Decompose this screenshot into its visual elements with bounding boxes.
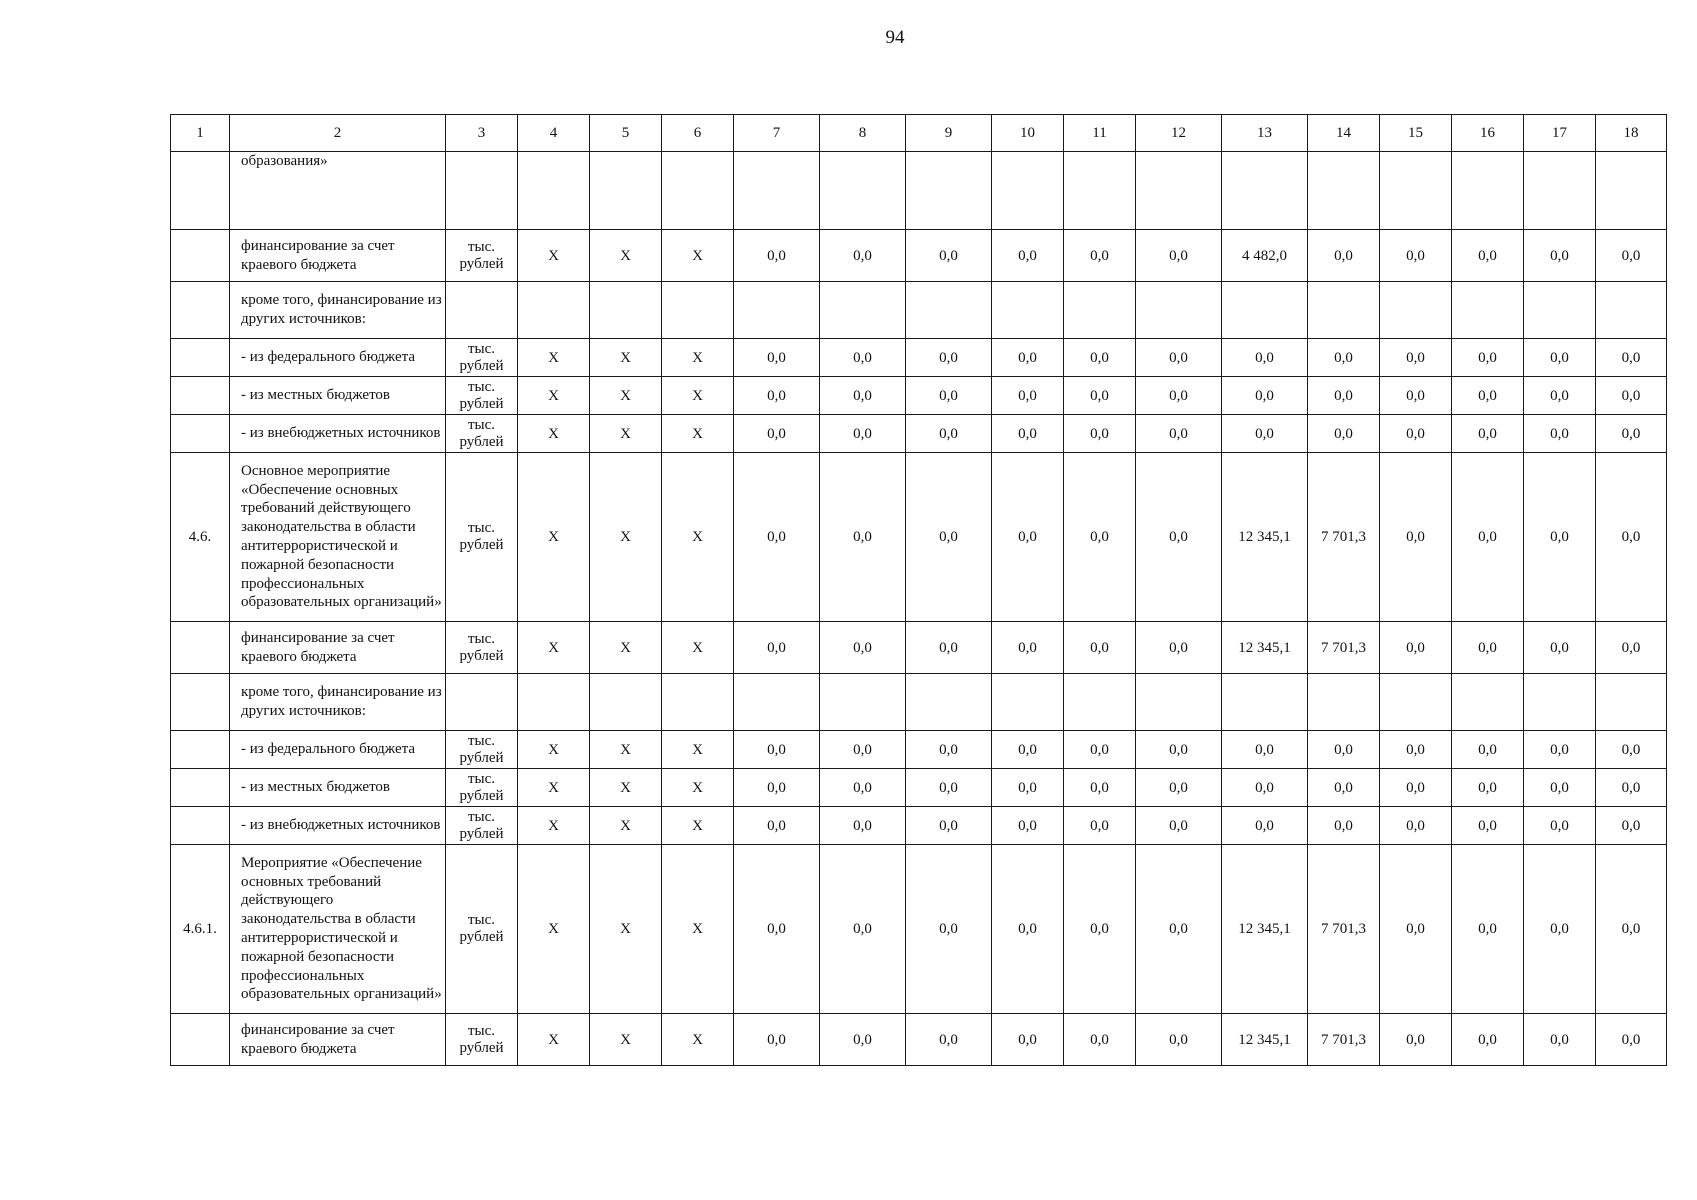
value-cell [662, 152, 734, 230]
value-cell: 0,0 [1136, 1014, 1222, 1066]
value-cell: 0,0 [1136, 377, 1222, 415]
row-unit-cell: тыс. рублей [446, 453, 518, 622]
value-cell: X [590, 415, 662, 453]
table-row [171, 769, 1667, 807]
value-cell: X [518, 769, 590, 807]
value-cell: 0,0 [1524, 622, 1596, 674]
row-unit-cell [446, 152, 518, 230]
value-cell: 0,0 [1308, 230, 1380, 282]
value-cell: 0,0 [1136, 415, 1222, 453]
value-cell: 0,0 [1452, 377, 1524, 415]
table-row [171, 282, 1667, 339]
value-cell: X [518, 1014, 590, 1066]
value-cell: 0,0 [1222, 377, 1308, 415]
column-number-cell: 16 [1452, 115, 1524, 152]
value-cell: 12 345,1 [1222, 1014, 1308, 1066]
value-cell: X [590, 339, 662, 377]
value-cell: 0,0 [1064, 769, 1136, 807]
row-unit-cell: тыс. рублей [446, 731, 518, 769]
value-cell: 0,0 [906, 453, 992, 622]
row-description-cell: кроме того, финансирование из других источников: [230, 674, 446, 731]
column-number-cell: 11 [1064, 115, 1136, 152]
value-cell [820, 674, 906, 731]
value-cell: 0,0 [1452, 845, 1524, 1014]
value-cell [1596, 152, 1667, 230]
value-cell: 0,0 [1136, 453, 1222, 622]
row-description-cell: - из местных бюджетов [230, 377, 446, 415]
table-row [171, 230, 1667, 282]
value-cell: X [662, 453, 734, 622]
value-cell: 0,0 [1524, 845, 1596, 1014]
value-cell: 0,0 [734, 415, 820, 453]
value-cell [1380, 152, 1452, 230]
value-cell: 0,0 [1222, 807, 1308, 845]
value-cell: 0,0 [1452, 230, 1524, 282]
table-row [171, 807, 1667, 845]
value-cell: X [662, 415, 734, 453]
table-row [171, 415, 1667, 453]
value-cell: 0,0 [1380, 1014, 1452, 1066]
value-cell: 0,0 [1308, 339, 1380, 377]
row-code-cell: 4.6. [171, 453, 230, 622]
value-cell: 0,0 [1524, 731, 1596, 769]
value-cell: 0,0 [1380, 622, 1452, 674]
value-cell: 0,0 [906, 622, 992, 674]
value-cell: 0,0 [1380, 807, 1452, 845]
value-cell: 7 701,3 [1308, 1014, 1380, 1066]
row-unit-cell: тыс. рублей [446, 230, 518, 282]
value-cell [1064, 152, 1136, 230]
row-description-cell: - из федерального бюджета [230, 339, 446, 377]
value-cell: 0,0 [820, 622, 906, 674]
row-code-cell: 4.6.1. [171, 845, 230, 1014]
value-cell [1308, 152, 1380, 230]
value-cell: 0,0 [1222, 731, 1308, 769]
value-cell: X [518, 845, 590, 1014]
value-cell: 0,0 [1452, 769, 1524, 807]
value-cell: 0,0 [906, 377, 992, 415]
value-cell: 0,0 [1136, 769, 1222, 807]
row-code-cell [171, 807, 230, 845]
value-cell: 0,0 [820, 339, 906, 377]
value-cell [590, 674, 662, 731]
row-unit-cell: тыс. рублей [446, 845, 518, 1014]
value-cell: X [590, 807, 662, 845]
row-code-cell [171, 377, 230, 415]
value-cell: 0,0 [1452, 807, 1524, 845]
row-code-cell [171, 282, 230, 339]
value-cell: 7 701,3 [1308, 453, 1380, 622]
value-cell: 0,0 [906, 415, 992, 453]
value-cell: X [590, 845, 662, 1014]
value-cell: 0,0 [1452, 1014, 1524, 1066]
row-description-cell: Основное мероприятие «Обеспечение основных требований действующего законодательства в области антитеррористической и пожарной безопасности профессиональных образовательных организаций» [230, 453, 446, 622]
value-cell: X [518, 622, 590, 674]
value-cell: 0,0 [820, 453, 906, 622]
value-cell [734, 674, 820, 731]
value-cell: 0,0 [734, 845, 820, 1014]
value-cell [518, 674, 590, 731]
row-description-cell: - из местных бюджетов [230, 769, 446, 807]
value-cell: 0,0 [1064, 453, 1136, 622]
value-cell: 0,0 [1524, 339, 1596, 377]
value-cell: 0,0 [1064, 339, 1136, 377]
value-cell: 0,0 [1222, 415, 1308, 453]
value-cell: 0,0 [1136, 845, 1222, 1014]
value-cell: 0,0 [734, 339, 820, 377]
table-row [171, 731, 1667, 769]
value-cell: 0,0 [1452, 731, 1524, 769]
value-cell: 0,0 [1380, 453, 1452, 622]
value-cell: 0,0 [906, 769, 992, 807]
value-cell: 0,0 [1596, 377, 1667, 415]
row-code-cell [171, 415, 230, 453]
value-cell: 0,0 [906, 807, 992, 845]
column-number-cell: 2 [230, 115, 446, 152]
value-cell: X [590, 377, 662, 415]
column-number-cell: 13 [1222, 115, 1308, 152]
value-cell: 0,0 [820, 415, 906, 453]
value-cell: 0,0 [820, 807, 906, 845]
value-cell: 0,0 [1380, 731, 1452, 769]
value-cell: 0,0 [1524, 769, 1596, 807]
column-number-cell: 12 [1136, 115, 1222, 152]
value-cell: 0,0 [820, 845, 906, 1014]
value-cell [1452, 152, 1524, 230]
row-unit-cell: тыс. рублей [446, 377, 518, 415]
value-cell [906, 674, 992, 731]
value-cell: 0,0 [992, 453, 1064, 622]
column-number-header-row [171, 115, 1667, 152]
value-cell: 0,0 [1380, 769, 1452, 807]
value-cell: 0,0 [734, 769, 820, 807]
value-cell: X [518, 453, 590, 622]
value-cell: 0,0 [734, 377, 820, 415]
value-cell: 0,0 [906, 845, 992, 1014]
row-code-cell [171, 674, 230, 731]
value-cell: 0,0 [1524, 453, 1596, 622]
table-row [171, 152, 1667, 230]
value-cell: X [518, 731, 590, 769]
value-cell: 0,0 [1452, 339, 1524, 377]
value-cell [906, 152, 992, 230]
column-number-cell: 9 [906, 115, 992, 152]
column-number-cell: 15 [1380, 115, 1452, 152]
value-cell: 0,0 [1452, 415, 1524, 453]
value-cell: 0,0 [1596, 731, 1667, 769]
value-cell: 0,0 [992, 845, 1064, 1014]
value-cell: X [590, 230, 662, 282]
value-cell: 0,0 [992, 769, 1064, 807]
value-cell: X [518, 339, 590, 377]
value-cell: 0,0 [820, 1014, 906, 1066]
value-cell: 0,0 [1136, 731, 1222, 769]
value-cell [1136, 282, 1222, 339]
value-cell [1596, 674, 1667, 731]
value-cell: 0,0 [992, 377, 1064, 415]
value-cell [1380, 674, 1452, 731]
value-cell: 0,0 [1064, 731, 1136, 769]
value-cell: X [662, 845, 734, 1014]
table-row [171, 377, 1667, 415]
column-number-cell: 1 [171, 115, 230, 152]
column-number-cell: 6 [662, 115, 734, 152]
value-cell: 0,0 [1524, 377, 1596, 415]
value-cell: 0,0 [992, 230, 1064, 282]
value-cell [992, 152, 1064, 230]
value-cell: X [518, 807, 590, 845]
value-cell: 7 701,3 [1308, 845, 1380, 1014]
value-cell: X [662, 1014, 734, 1066]
column-number-cell: 5 [590, 115, 662, 152]
row-unit-cell: тыс. рублей [446, 769, 518, 807]
value-cell: 0,0 [820, 769, 906, 807]
value-cell: X [518, 377, 590, 415]
value-cell: 0,0 [1596, 453, 1667, 622]
column-number-cell: 3 [446, 115, 518, 152]
value-cell: 0,0 [1136, 339, 1222, 377]
value-cell [992, 674, 1064, 731]
value-cell [734, 282, 820, 339]
value-cell: 0,0 [1452, 622, 1524, 674]
table-row [171, 453, 1667, 622]
column-number-cell: 8 [820, 115, 906, 152]
value-cell [1222, 282, 1308, 339]
column-number-cell: 4 [518, 115, 590, 152]
value-cell: X [662, 807, 734, 845]
value-cell [1524, 152, 1596, 230]
value-cell: 0,0 [1380, 845, 1452, 1014]
value-cell [1308, 282, 1380, 339]
row-code-cell [171, 731, 230, 769]
value-cell: 0,0 [1380, 377, 1452, 415]
value-cell: X [662, 622, 734, 674]
value-cell: X [518, 230, 590, 282]
value-cell [518, 282, 590, 339]
column-number-cell: 10 [992, 115, 1064, 152]
value-cell: X [662, 377, 734, 415]
row-unit-cell: тыс. рублей [446, 1014, 518, 1066]
value-cell: 0,0 [1064, 1014, 1136, 1066]
budget-table [170, 114, 1667, 1066]
value-cell [590, 152, 662, 230]
row-unit-cell: тыс. рублей [446, 415, 518, 453]
value-cell [662, 282, 734, 339]
value-cell [906, 282, 992, 339]
value-cell: 0,0 [992, 1014, 1064, 1066]
value-cell: 0,0 [1064, 622, 1136, 674]
value-cell: 0,0 [1524, 1014, 1596, 1066]
value-cell: X [662, 339, 734, 377]
row-unit-cell: тыс. рублей [446, 807, 518, 845]
value-cell: 0,0 [1064, 377, 1136, 415]
row-code-cell [171, 152, 230, 230]
value-cell: 4 482,0 [1222, 230, 1308, 282]
value-cell: 0,0 [1136, 807, 1222, 845]
row-code-cell [171, 339, 230, 377]
value-cell [662, 674, 734, 731]
value-cell: 0,0 [1308, 415, 1380, 453]
value-cell: X [590, 1014, 662, 1066]
value-cell: 0,0 [1064, 230, 1136, 282]
value-cell: 0,0 [1524, 230, 1596, 282]
value-cell: X [662, 769, 734, 807]
value-cell [1222, 674, 1308, 731]
value-cell: 0,0 [1064, 415, 1136, 453]
value-cell: 0,0 [992, 339, 1064, 377]
value-cell: 0,0 [1596, 1014, 1667, 1066]
value-cell: 0,0 [1524, 807, 1596, 845]
value-cell [1380, 282, 1452, 339]
value-cell: 0,0 [1452, 453, 1524, 622]
value-cell: 0,0 [1136, 230, 1222, 282]
row-description-cell: - из внебюджетных источников [230, 807, 446, 845]
value-cell: X [662, 731, 734, 769]
value-cell [590, 282, 662, 339]
value-cell: 0,0 [734, 230, 820, 282]
value-cell: 0,0 [1596, 230, 1667, 282]
row-unit-cell [446, 282, 518, 339]
value-cell: 0,0 [1064, 845, 1136, 1014]
value-cell: 0,0 [1064, 807, 1136, 845]
row-description-cell: образования» [230, 152, 446, 230]
row-description-cell: финансирование за счет краевого бюджета [230, 1014, 446, 1066]
value-cell [1524, 674, 1596, 731]
row-code-cell [171, 769, 230, 807]
value-cell: 0,0 [1596, 807, 1667, 845]
value-cell [820, 282, 906, 339]
value-cell: 0,0 [906, 339, 992, 377]
value-cell: 0,0 [1380, 415, 1452, 453]
value-cell [820, 152, 906, 230]
value-cell: 0,0 [992, 415, 1064, 453]
value-cell: 0,0 [734, 731, 820, 769]
value-cell: X [590, 731, 662, 769]
column-number-cell: 17 [1524, 115, 1596, 152]
value-cell: X [590, 453, 662, 622]
row-description-cell: Мероприятие «Обеспечение основных требований действующего законодательства в области антитеррористической и пожарной безопасности профессиональных образовательных организаций» [230, 845, 446, 1014]
row-unit-cell [446, 674, 518, 731]
value-cell [1452, 282, 1524, 339]
value-cell: 0,0 [992, 731, 1064, 769]
value-cell: X [590, 769, 662, 807]
value-cell: 0,0 [1308, 731, 1380, 769]
value-cell [1452, 674, 1524, 731]
row-code-cell [171, 1014, 230, 1066]
value-cell: 0,0 [820, 377, 906, 415]
value-cell: 12 345,1 [1222, 453, 1308, 622]
value-cell: 0,0 [992, 807, 1064, 845]
row-code-cell [171, 622, 230, 674]
value-cell: 0,0 [1222, 339, 1308, 377]
value-cell [1136, 674, 1222, 731]
value-cell [1136, 152, 1222, 230]
value-cell [1222, 152, 1308, 230]
value-cell: 0,0 [1308, 769, 1380, 807]
value-cell: 12 345,1 [1222, 845, 1308, 1014]
value-cell: X [662, 230, 734, 282]
value-cell [1596, 282, 1667, 339]
value-cell [1524, 282, 1596, 339]
column-number-cell: 18 [1596, 115, 1667, 152]
value-cell: 7 701,3 [1308, 622, 1380, 674]
value-cell: 0,0 [1596, 339, 1667, 377]
value-cell: 0,0 [906, 230, 992, 282]
row-description-cell: кроме того, финансирование из других источников: [230, 282, 446, 339]
value-cell: 0,0 [734, 622, 820, 674]
value-cell: 0,0 [1596, 415, 1667, 453]
value-cell: 0,0 [820, 731, 906, 769]
value-cell: 0,0 [820, 230, 906, 282]
row-description-cell: финансирование за счет краевого бюджета [230, 622, 446, 674]
row-unit-cell: тыс. рублей [446, 622, 518, 674]
value-cell: 0,0 [1308, 377, 1380, 415]
value-cell: 0,0 [1524, 415, 1596, 453]
value-cell [992, 282, 1064, 339]
table-row [171, 674, 1667, 731]
row-unit-cell: тыс. рублей [446, 339, 518, 377]
table-body [171, 115, 1667, 1066]
value-cell: 0,0 [1222, 769, 1308, 807]
value-cell: 0,0 [1596, 845, 1667, 1014]
value-cell: 0,0 [1380, 339, 1452, 377]
row-description-cell: - из федерального бюджета [230, 731, 446, 769]
value-cell: 0,0 [1380, 230, 1452, 282]
value-cell: 0,0 [734, 453, 820, 622]
value-cell: 0,0 [734, 807, 820, 845]
value-cell: 0,0 [1136, 622, 1222, 674]
value-cell: X [518, 415, 590, 453]
value-cell [734, 152, 820, 230]
value-cell: X [590, 622, 662, 674]
column-number-cell: 7 [734, 115, 820, 152]
table-row [171, 845, 1667, 1014]
value-cell: 0,0 [734, 1014, 820, 1066]
value-cell [1308, 674, 1380, 731]
value-cell: 0,0 [1596, 622, 1667, 674]
value-cell [518, 152, 590, 230]
value-cell: 0,0 [1596, 769, 1667, 807]
row-description-cell: финансирование за счет краевого бюджета [230, 230, 446, 282]
table-row [171, 339, 1667, 377]
row-code-cell [171, 230, 230, 282]
page-number: 94 [885, 27, 905, 48]
value-cell [1064, 674, 1136, 731]
value-cell: 0,0 [992, 622, 1064, 674]
value-cell: 12 345,1 [1222, 622, 1308, 674]
value-cell: 0,0 [906, 731, 992, 769]
value-cell: 0,0 [906, 1014, 992, 1066]
table-row [171, 1014, 1667, 1066]
table-row [171, 622, 1667, 674]
row-description-cell: - из внебюджетных источников [230, 415, 446, 453]
value-cell: 0,0 [1308, 807, 1380, 845]
column-number-cell: 14 [1308, 115, 1380, 152]
value-cell [1064, 282, 1136, 339]
